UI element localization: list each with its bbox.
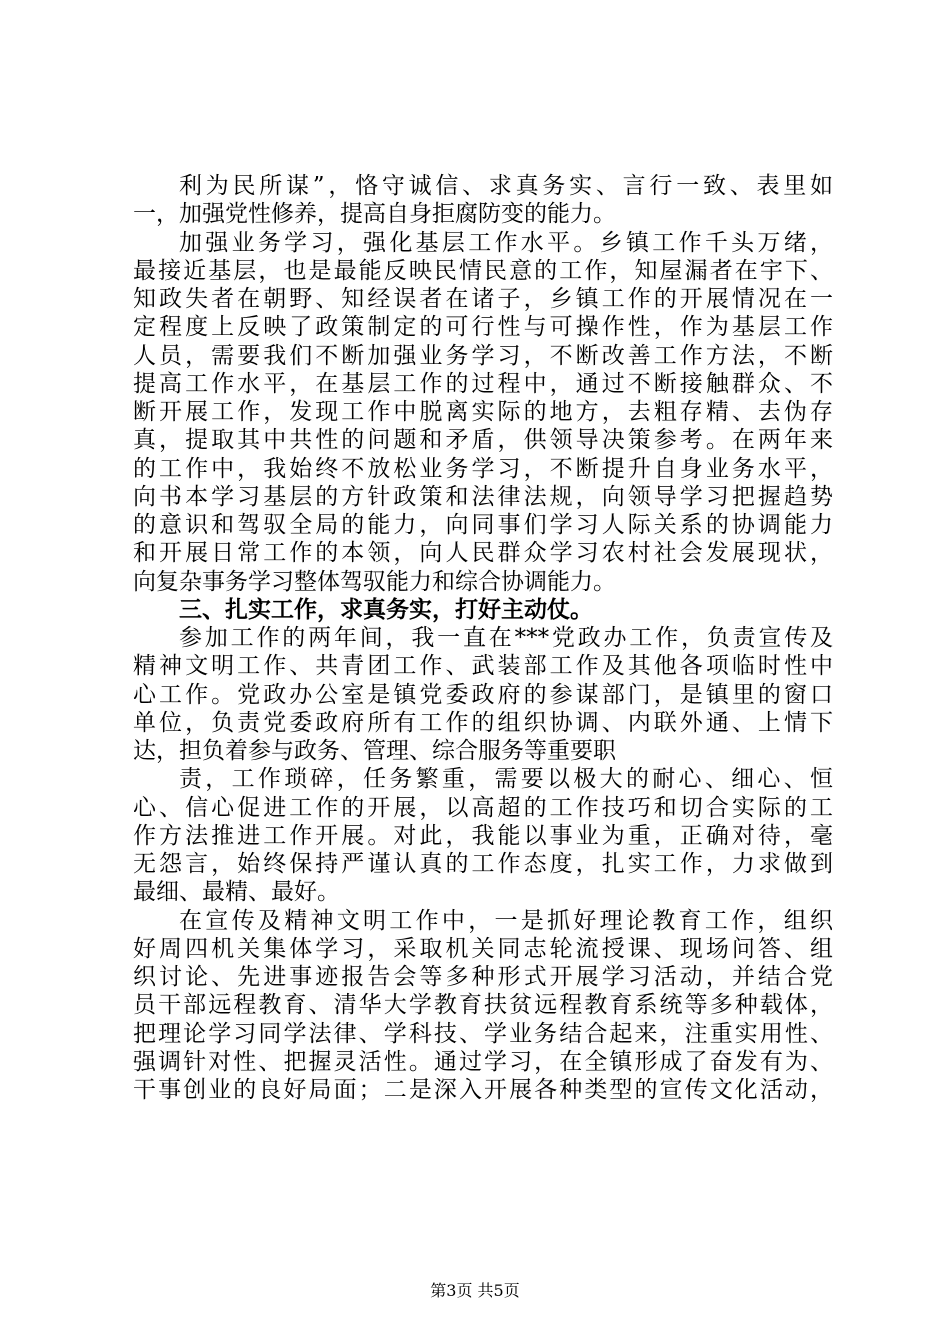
text-line: 好周四机关集体学习，采取机关同志轮流授课、现场问答、组	[133, 935, 833, 962]
text-line: 一，加强党性修养，提高自身拒腐防变的能力。	[133, 201, 616, 228]
text-line: 干事创业的良好局面；二是深入开展各种类型的宣传文化活动，	[133, 1077, 833, 1103]
text-line: 心工作。党政办公室是镇党委政府的参谋部门，是镇里的窗口	[133, 681, 833, 708]
text-line: 参加工作的两年间，我一直在***党政办工作，负责宣传及	[179, 625, 833, 651]
text-line: 单位，负责党委政府所有工作的组织协调、内联外通、上情下	[133, 709, 833, 736]
text-line: 无怨言，始终保持严谨认真的工作态度，扎实工作，力求做到	[133, 851, 833, 877]
text-line: 在宣传及精神文明工作中，一是抓好理论教育工作，组织	[179, 907, 833, 934]
text-line: 员干部远程教育、清华大学教育扶贫远程教育系统等多种载体，	[133, 992, 833, 1019]
text-line: 和开展日常工作的本领，向人民群众学习农村社会发展现状，	[133, 540, 833, 567]
text-line: 真，提取其中共性的问题和矛盾，供领导决策参考。在两年来	[133, 427, 833, 454]
document-body	[133, 172, 833, 1104]
text-line: 的意识和驾驭全局的能力，向同事们学习人际关系的协调能力	[133, 512, 833, 538]
page-footer: 第3页 共5页	[430, 1281, 520, 1300]
section-heading: 三、扎实工作，求真务实，打好主动仗。	[179, 595, 593, 623]
text-line: 人员，需要我们不断加强业务学习，不断改善工作方法，不断	[133, 342, 833, 369]
text-line: 达，担负着参与政务、管理、综合服务等重要职	[133, 738, 616, 764]
text-line: 提高工作水平，在基层工作的过程中，通过不断接触群众、不	[133, 370, 833, 397]
text-line: 最细、最精、最好。	[133, 879, 340, 906]
text-line: 织讨论、先进事迹报告会等多种形式开展学习活动，并结合党	[133, 964, 833, 990]
text-line: 最接近基层，也是最能反映民情民意的工作，知屋漏者在宇下、	[133, 257, 833, 284]
text-line: 向复杂事务学习整体驾驭能力和综合协调能力。	[133, 568, 616, 595]
text-line: 向书本学习基层的方针政策和法律法规，向领导学习把握趋势	[133, 483, 833, 510]
text-line: 断开展工作，发现工作中脱离实际的地方，去粗存精、去伪存	[133, 399, 833, 425]
text-line: 利为民所谋”，恪守诚信、求真务实、言行一致、表里如	[179, 173, 833, 199]
text-line: 定程度上反映了政策制定的可行性与可操作性，作为基层工作	[133, 314, 833, 341]
text-line: 加强业务学习，强化基层工作水平。乡镇工作千头万绪，	[179, 229, 833, 256]
text-line: 心、信心促进工作的开展，以高超的工作技巧和切合实际的工	[133, 794, 833, 821]
text-line: 的工作中，我始终不放松业务学习，不断提升自身业务水平，	[133, 455, 833, 482]
text-line: 把理论学习同学法律、学科技、学业务结合起来，注重实用性、	[133, 1020, 833, 1047]
text-line: 强调针对性、把握灵活性。通过学习，在全镇形成了奋发有为、	[133, 1048, 833, 1075]
text-line: 责，工作琐碎，任务繁重，需要以极大的耐心、细心、恒	[179, 766, 833, 793]
text-line: 知政失者在朝野、知经误者在诸子，乡镇工作的开展情况在一	[133, 286, 833, 312]
text-line: 作方法推进工作开展。对此，我能以事业为重，正确对待，毫	[133, 822, 833, 849]
text-line: 精神文明工作、共青团工作、武装部工作及其他各项临时性中	[133, 653, 833, 680]
